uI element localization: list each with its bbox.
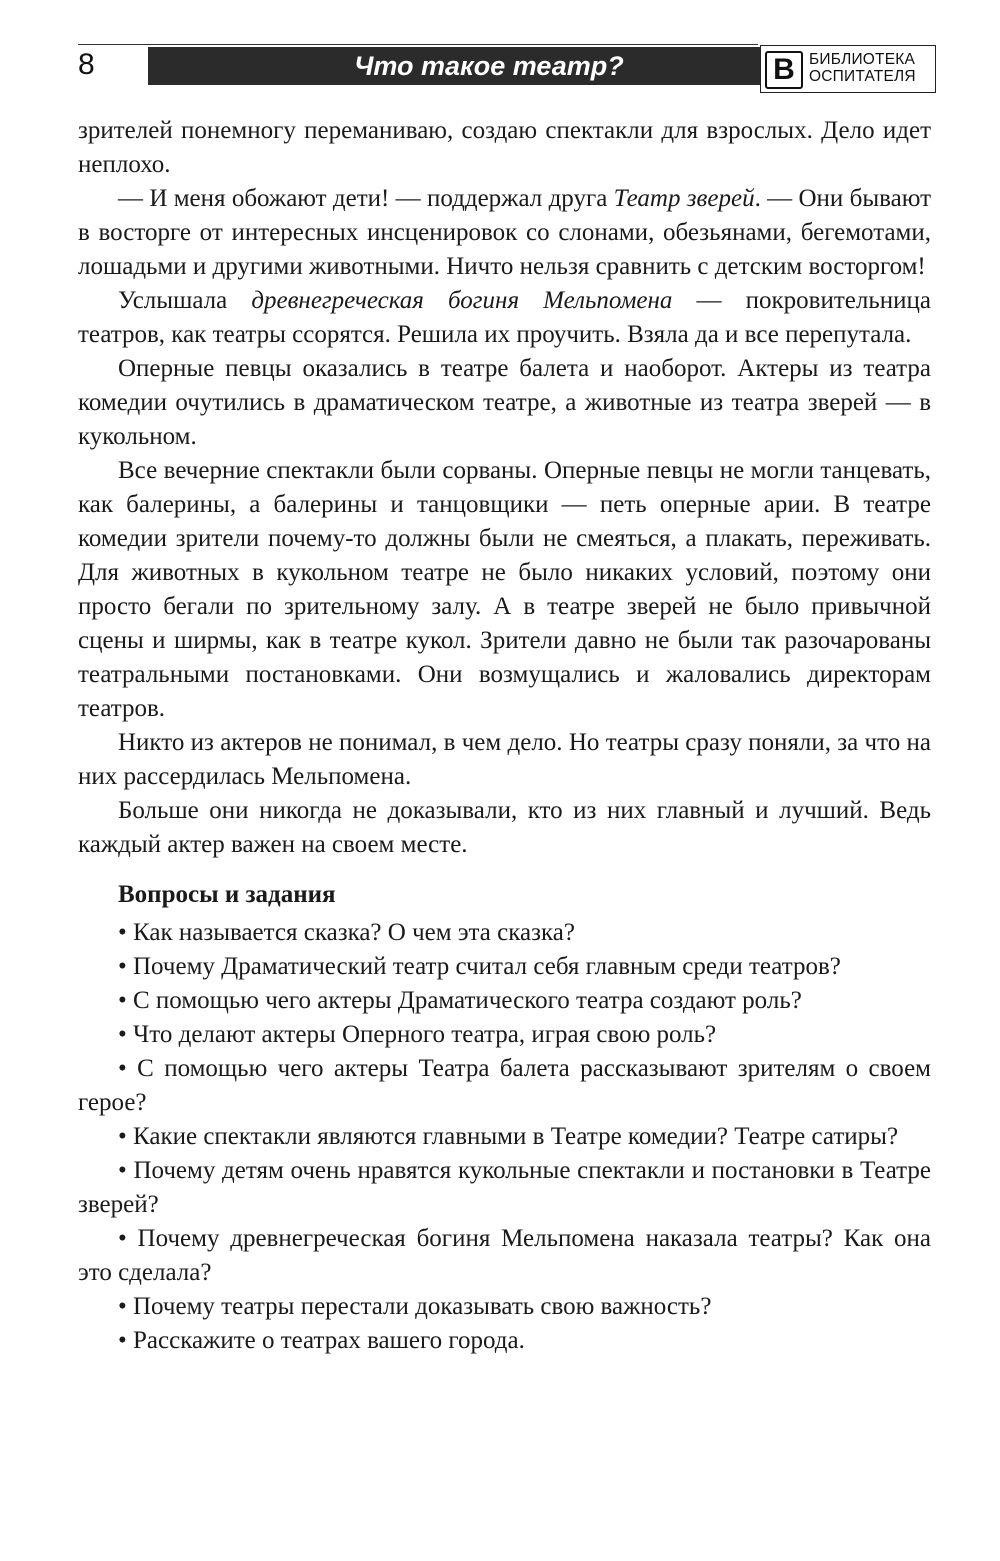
question-item: • Какие спектакли являются главными в Театре комедии? Театре сатиры? — [118, 1123, 899, 1150]
paragraph: — И меня обожают дети! — поддержал друга Театр зверей. — Они бывают в восторге от интересных инсценировок со слонами, обезьянами, бегемотами, лошадьми и другими животными. Ничто нельзя сравнить с детским восторгом! — [78, 185, 931, 280]
question-item: • Расскажите о театрах вашего города. — [118, 1327, 525, 1354]
question-item: • Как называется сказка? О чем эта сказка? — [118, 919, 575, 946]
logo-text — [809, 51, 916, 85]
question-item: • Почему древнегреческая богиня Мельпомена наказала театры? Как она это сделала? — [78, 1225, 931, 1286]
question-item: • С помощью чего актеры Драматического театра создают роль? — [118, 987, 802, 1014]
logo-line-1: БИБЛИОТЕКА — [809, 51, 916, 68]
paragraph: Никто из актеров не понимал, в чем дело. Но театры сразу поняли, за что на них рассердилась Мельпомена. — [78, 729, 931, 790]
running-title: Что такое театр? — [354, 50, 624, 81]
question-item: • Почему детям очень нравятся кукольные спектакли и постановки в Театре зверей? — [78, 1157, 931, 1218]
logo-letter: В — [765, 51, 803, 89]
emphasis: Театр зверей — [613, 185, 755, 212]
paragraph: Больше они никогда не доказывали, кто из них главный и лучший. Ведь каждый актер важен на своем месте. — [78, 797, 931, 858]
paragraph: Оперные певцы оказались в театре балета и наоборот. Актеры из театра комедии очутились в драматическом театре, а животные из театра зверей — в кукольном. — [78, 355, 931, 450]
question-item: • С помощью чего актеры Театра балета рассказывают зрителям о своем герое? — [78, 1055, 931, 1116]
page-number: 8 — [78, 48, 95, 81]
page-header — [78, 40, 934, 92]
emphasis: древнегреческая богиня Мельпомена — [251, 287, 673, 314]
page-body — [78, 114, 931, 1358]
question-item: • Что делают актеры Оперного театра, играя свою роль? — [118, 1021, 717, 1048]
running-title-bar — [148, 47, 830, 85]
question-item: • Почему театры перестали доказывать свою важность? — [118, 1293, 712, 1320]
paragraph: Услышала древнегреческая богиня Мельпомена — покровительница театров, как театры ссорятся. Решила их проучить. Взяла да и все перепутала. — [78, 287, 931, 348]
paragraph: зрителей понемногу переманиваю, создаю спектакли для взрослых. Дело идет неплохо. — [78, 117, 931, 178]
section-heading: Вопросы и задания — [118, 881, 336, 908]
question-item: • Почему Драматический театр считал себя главным среди театров? — [118, 953, 841, 980]
logo-line-2: ОСПИТАТЕЛЯ — [809, 68, 916, 85]
series-logo — [760, 45, 936, 93]
header-rule — [78, 44, 758, 45]
paragraph: Все вечерние спектакли были сорваны. Оперные певцы не могли танцевать, как балерины, а балерины и танцовщики — петь оперные арии. В театре комедии зрители почему-то должны были не смеяться, а плакать, переживать. Для животных в кукольном театре не было никаких условий, поэтому они просто бегали по зрительному залу. А в театре зверей не было привычной сцены и ширмы, как в театре кукол. Зрители давно не были так разочарованы театральными постановками. Они возмущались и жаловались директорам театров. — [78, 457, 931, 722]
